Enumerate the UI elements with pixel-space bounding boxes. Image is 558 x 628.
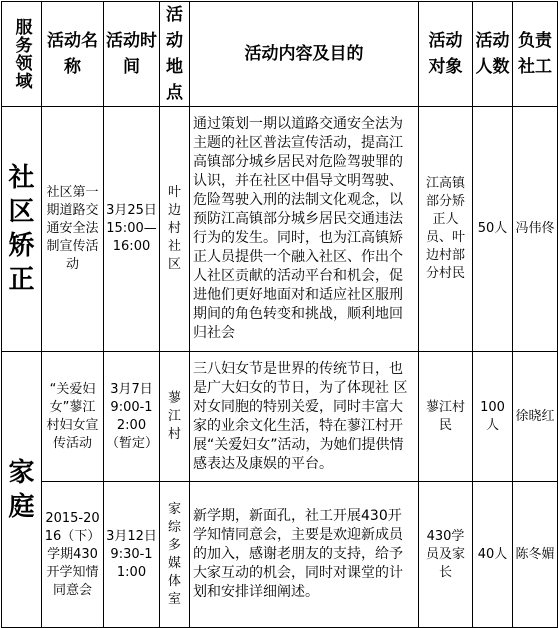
table-row	[2, 482, 558, 628]
header-count: 活动人数	[473, 2, 513, 107]
header-place: 活动地点	[160, 2, 190, 107]
header-row	[2, 2, 558, 107]
activity-table	[1, 1, 558, 628]
activity-target: 蓼江村民	[419, 352, 473, 482]
activity-staff: 冯伟佟	[513, 107, 558, 352]
activity-count: 50人	[473, 107, 513, 352]
activity-name: 社区第一期道路交通安全法制宣传活动	[42, 107, 104, 352]
domain-community-correction: 社 区 矫 正	[2, 107, 42, 352]
activity-count: 100人	[473, 352, 513, 482]
activity-place: 蓼江村	[160, 352, 190, 482]
header-content: 活动内容及目的	[190, 2, 419, 107]
table-row	[2, 352, 558, 482]
activity-target: 江高镇部分矫正人员、叶边村部分村民	[419, 107, 473, 352]
header-domain: 服务领域	[2, 2, 42, 107]
header-target: 活动对象	[419, 2, 473, 107]
activity-content: 通过策划一期以道路交通安全法为主题的社区普法宣传活动，提高江高镇部分城乡居民对危险驾驶罪的认识，并在社区中倡导文明驾驶、危险驾驶入刑的法制文化观念，以预防江高镇部分城乡居民交通违法行为的发生。同时，也为江高镇矫正人员提供一个融入社区、作出个人社区贡献的活动平台和机会，促进他们更好地面对和适应社区服刑期间的角色转变和挑战，顺利地回归社会	[190, 107, 419, 352]
activity-place: 家综多媒体室	[160, 482, 190, 628]
activity-count: 40人	[473, 482, 513, 628]
domain-family: 家 庭	[2, 352, 42, 628]
activity-name: “关爱妇女”蓼江村妇女宣传活动	[42, 352, 104, 482]
activity-time: 3月25日15:00—16:00	[104, 107, 160, 352]
table-row	[2, 107, 558, 352]
activity-place: 叶边村社区	[160, 107, 190, 352]
header-time: 活动时间	[104, 2, 160, 107]
activity-content: 三八妇女节是世界的传统节日，也是广大妇女的节日，为了体现社 区对女同胞的特别关爱，同时丰富大家的业余文化生活，特在蓼江村开展“关爱妇女”活动，为她们提供情感表达及康娱的平台。	[190, 352, 419, 482]
activity-staff: 徐晓红	[513, 352, 558, 482]
activity-content: 新学期，新面孔，社工开展430开学知情同意会，主要是欢迎新成员的加入，感谢老朋友的支持，给予大家互动的机会，同时对课堂的计划和安排详细阐述。	[190, 482, 419, 628]
activity-name: 2015-2016（下）学期430开学知情同意会	[42, 482, 104, 628]
header-staff: 负责社工	[513, 2, 558, 107]
header-name: 活动名称	[42, 2, 104, 107]
activity-time: 3月12日9:30-11:00	[104, 482, 160, 628]
activity-staff: 陈冬媚	[513, 482, 558, 628]
activity-time: 3月7日9:00-12:00（暂定）	[104, 352, 160, 482]
activity-target: 430学员及家长	[419, 482, 473, 628]
